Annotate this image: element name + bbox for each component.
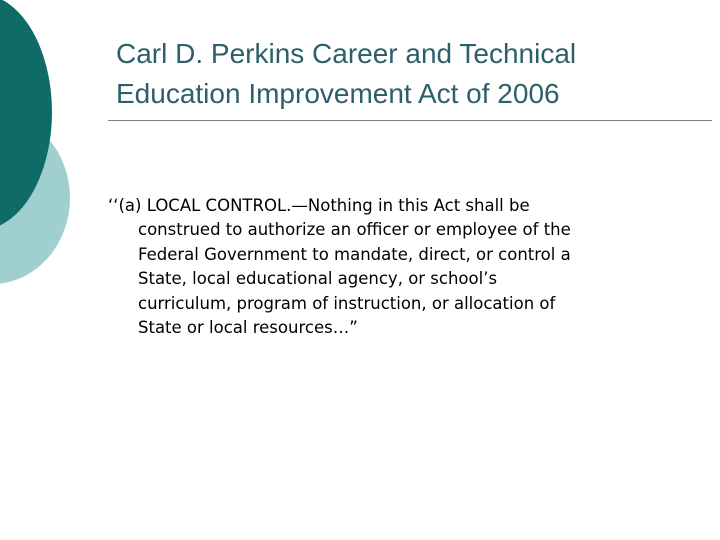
quote-line-2: construed to authorize an officer or employee of the — [138, 220, 571, 240]
quote-line-1: ‘‘(a) LOCAL CONTROL.—Nothing in this Act shall be — [108, 196, 530, 215]
quote-text — [108, 194, 708, 340]
slide-title — [116, 34, 696, 114]
quote-line-4: State, local educational agency, or school’s — [138, 269, 498, 289]
title-line-1: Carl D. Perkins Career and Technical — [116, 38, 577, 69]
quote-line-3: Federal Government to mandate, direct, or control a — [138, 244, 571, 264]
quote-line-5: curriculum, program of instruction, or allocation of — [138, 293, 556, 313]
title-divider — [108, 120, 712, 121]
quote-line-6: State or local resources…” — [138, 318, 358, 338]
decorative-circles — [0, 0, 80, 290]
title-line-2: Education Improvement Act of 2006 — [116, 78, 560, 109]
